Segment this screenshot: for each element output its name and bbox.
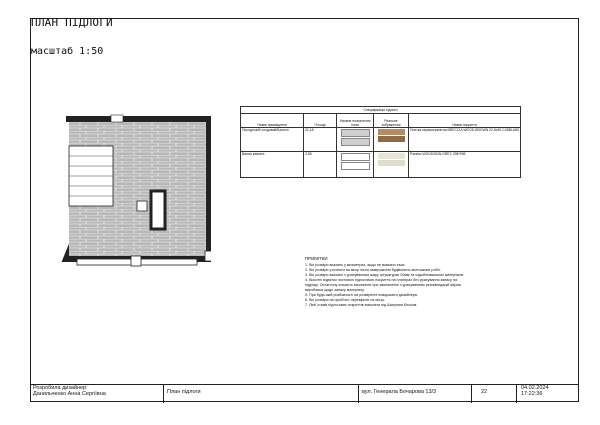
sheet-name: План підлоги (163, 385, 358, 403)
material-image (378, 136, 405, 142)
tile-symbol (341, 162, 370, 170)
date: 04.02.2024 (521, 385, 549, 391)
note-item: 4. Висотні відмітки чистовою підлоговою покриття на планграх без урахування запасу на (305, 278, 458, 282)
symbol-cell (337, 152, 374, 178)
address: вул. Генерала Бочарова 13/3 (358, 385, 471, 403)
top-opening (111, 115, 123, 122)
title-block (30, 384, 579, 403)
col-image: Реальне зображення (374, 114, 409, 128)
right-block (205, 251, 211, 261)
tile-symbol (341, 129, 370, 137)
room-name: Ванна кімната (241, 152, 304, 178)
tile-symbol (341, 138, 370, 146)
notes-title: ПРИМІТКИ (305, 256, 328, 261)
material-image (378, 160, 405, 166)
designer-name: Данильченко Анна Сергіївна (33, 391, 106, 397)
designer-cell (33, 385, 163, 403)
tile-symbol (341, 153, 370, 161)
symbol-cell (337, 128, 374, 152)
wall-stub (137, 201, 147, 211)
page-title: ПЛАН ПІДЛОГИ (31, 16, 113, 29)
room-area: 3,55 (304, 152, 337, 178)
room-name: Передпокій/ сходовий/Балкон (241, 128, 304, 152)
designer-label: Розробила дизайнер: (33, 385, 88, 391)
scale-label: масштаб 1:50 (31, 46, 104, 57)
note-item: 6. Всі розміри на пріоб'єкт перевірити на місці. (305, 298, 385, 302)
note-item: підрізку. Остаточну кількість визначити при замовленні з урахуванням рекомендацій фірми (305, 283, 461, 287)
note-item: 7. Лінії стиків підлогових покриттів виконати під Шкерним блоком. (305, 303, 418, 307)
note-item: 1. Всі розміри вказано у міліметрах, якщо не вказано інше. (305, 263, 406, 267)
note-item: виробника щодо запасу матеріалу. (305, 288, 365, 292)
image-cell (374, 128, 409, 152)
material-image (378, 129, 405, 135)
image-cell (374, 152, 409, 178)
note-item: 2. Всі розміри уточнити на місці після завершення будівельно-монтажних робіт. (305, 268, 441, 272)
bathroom (151, 191, 165, 229)
sheet-number: 22 (471, 385, 516, 403)
time: 17:22:36 (521, 391, 543, 397)
note-item: 3. Всі розміри вказано з урахуванням шару штукатурки 20мм та оздоблювальних матеріалів. (305, 273, 464, 277)
table-row (241, 152, 521, 178)
col-material: Назва покриття (409, 114, 521, 128)
table-row (241, 128, 521, 152)
material-name: Paraiso WOODSKIN GREY 298*998 (409, 152, 521, 178)
col-area: Площа (304, 114, 337, 128)
corner-block (131, 256, 141, 266)
note-item: 5. При будь-якій розбіжності на розміренні повідомити дизайнера. (305, 293, 418, 297)
col-room: Назва приміщення (241, 114, 304, 128)
material-name: Плитка керамогранітна BRECCIA WOOD BROWN 22,5x90 CX8BLA89 (409, 128, 521, 152)
col-symbol: Умовне позначення пола (337, 114, 374, 128)
floor-plan (41, 101, 211, 281)
date-cell (516, 385, 579, 403)
room-area: 32,18 (304, 128, 337, 152)
spec-caption: Специфікація підлоги (241, 107, 521, 114)
material-image (378, 153, 405, 159)
floor-spec-table (240, 106, 521, 178)
notes-block (305, 256, 515, 308)
